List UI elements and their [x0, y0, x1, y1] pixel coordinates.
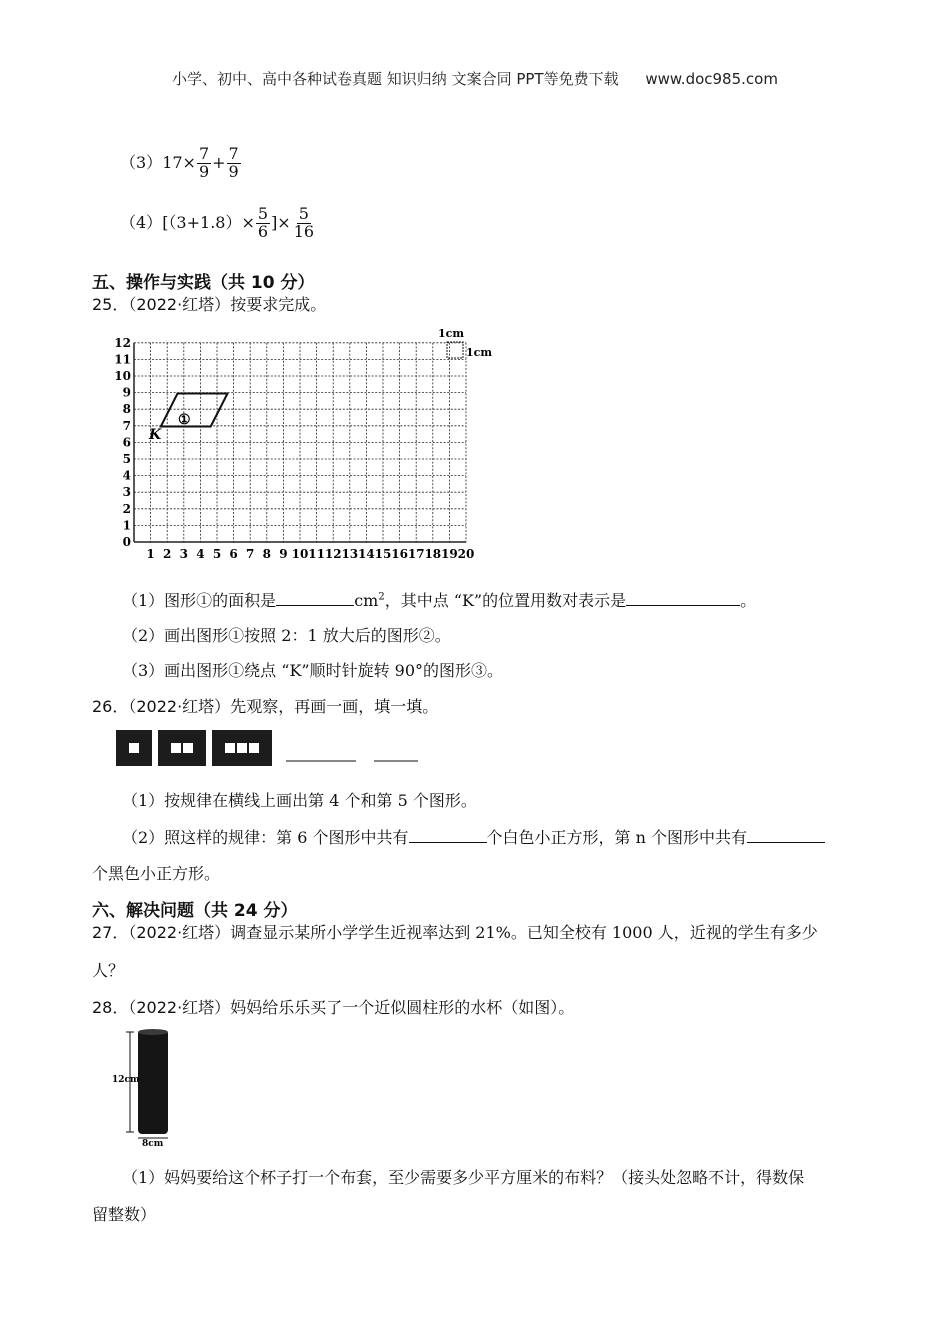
x-tick-label: 9 [279, 547, 288, 561]
y-tick-label: 9 [122, 385, 131, 400]
question-text: 妈妈给乐乐买了一个近似圆柱形的水杯（如图）。 [230, 998, 575, 1017]
q26-sub1: （1）按规律在横线上画出第 4 个和第 5 个图形。 [122, 791, 477, 810]
pattern-figure-2 [158, 730, 206, 766]
question-source: （2022·红塔） [128, 295, 231, 314]
cup-body [138, 1030, 168, 1134]
text-part: 个白色小正方形，第 n 个图形中共有 [486, 828, 748, 847]
x-tick-label: 17 [407, 547, 425, 561]
x-tick-label: 19 [441, 547, 458, 561]
question-source: （2022·红塔） [128, 697, 231, 716]
header-site: www.doc985.com [645, 70, 778, 88]
header-text: 小学、初中、高中各种试卷真题 知识归纳 文案合同 PPT等免费下载 [172, 70, 619, 88]
q25-sub1 [122, 588, 756, 611]
y-tick-label: 4 [122, 468, 131, 483]
x-tick-label: 10 [291, 547, 309, 561]
x-tick-label: 1 [146, 547, 155, 561]
y-tick-label: 8 [122, 402, 131, 417]
y-tick-label: 2 [122, 501, 131, 516]
unit-superscript: 2 [378, 591, 385, 603]
y-tick-label: 10 [114, 369, 131, 383]
q25-stem [92, 292, 326, 315]
item-label: （3） [120, 152, 163, 172]
text-part: （1）图形①的面积是 [122, 591, 277, 610]
question-number: 25． [92, 295, 129, 314]
numerator: 5 [298, 204, 309, 223]
q28-sub1-line2: 留整数） [92, 1205, 157, 1224]
question-text: 调查显示某所小学学生近视率达到 21%。已知全校有 1000 人，近视的学生有多少 [230, 923, 818, 942]
q26-sub2 [122, 825, 825, 848]
point-k-label: K [149, 427, 162, 443]
unit-text: cm [354, 591, 379, 610]
answer-blank[interactable] [626, 591, 740, 606]
question-source: （2022·红塔） [128, 923, 231, 942]
denominator: 6 [257, 221, 269, 241]
diameter-label: 8cm [142, 1139, 164, 1148]
expr-part: ]× [271, 212, 291, 232]
x-tick-label: 7 [246, 547, 255, 561]
x-tick-label: 14 [358, 547, 375, 561]
q28-sub1-line1: （1）妈妈要给这个杯子打一个布套，至少需要多少平方厘米的布料？（接头处忽略不计，得数保 [122, 1168, 805, 1187]
x-tick-label: 18 [424, 547, 442, 561]
x-axis-labels [146, 547, 474, 561]
q25-sub3: （3）画出图形①绕点 “K”顺时针旋转 90°的图形③。 [122, 661, 504, 680]
pattern-figure-3 [212, 730, 272, 766]
text-part: （2）照这样的规律：第 6 个图形中共有 [122, 828, 409, 847]
q24-item4 [120, 206, 317, 241]
question-source: （2022·红塔） [128, 998, 231, 1017]
answer-blank[interactable] [276, 591, 354, 606]
text-part: ，其中点 “K”的位置用数对表示是 [384, 591, 627, 610]
x-tick-label: 8 [262, 547, 271, 561]
section-title: 六、解决问题（共 24 分） [92, 901, 298, 921]
x-tick-label: 16 [391, 547, 408, 561]
cup-figure [112, 1026, 188, 1148]
y-tick-label: 7 [122, 418, 131, 433]
y-axis-labels [114, 336, 131, 549]
cup-top [138, 1029, 168, 1035]
denominator: 9 [228, 161, 239, 181]
numerator: 7 [198, 144, 210, 163]
x-tick-label: 4 [196, 547, 205, 561]
q26-sub2-cont: 个黑色小正方形。 [92, 864, 221, 883]
grid-lines [134, 343, 466, 542]
text-part: 。 [740, 591, 757, 610]
x-tick-label: 6 [229, 547, 238, 561]
answer-blank[interactable] [747, 828, 825, 843]
y-tick-label: 11 [114, 352, 131, 367]
q27-line2: 人？ [92, 961, 125, 980]
y-tick-label: 1 [122, 518, 131, 533]
q27-line1 [92, 920, 818, 943]
x-tick-label: 12 [324, 547, 342, 561]
coordinate-grid [112, 328, 502, 564]
item-label: （4） [120, 212, 163, 232]
section-title: 五、操作与实践（共 10 分） [92, 273, 315, 293]
y-tick-label: 0 [122, 535, 131, 549]
question-number: 26． [92, 697, 129, 716]
x-tick-label: 2 [163, 547, 172, 561]
question-text: 先观察，再画一画，填一填。 [230, 697, 439, 716]
numerator: 5 [257, 204, 269, 223]
q25-sub2: （2）画出图形①按照 2：1 放大后的图形②。 [122, 626, 451, 645]
question-number: 28． [92, 998, 129, 1017]
fraction [292, 206, 316, 241]
denominator: 9 [198, 161, 210, 181]
q28-stem [92, 995, 574, 1018]
question-number: 27． [92, 923, 129, 942]
pattern-figure-1 [116, 730, 152, 766]
x-tick-label: 3 [179, 547, 188, 561]
operator: + [212, 152, 226, 172]
fraction [197, 146, 211, 181]
height-label: 12cm [112, 1075, 140, 1085]
page-header [0, 68, 950, 89]
fraction [256, 206, 270, 241]
y-tick-label: 6 [122, 435, 131, 450]
denominator: 16 [293, 221, 315, 241]
x-tick-label: 13 [341, 547, 359, 561]
y-tick-label: 5 [122, 452, 131, 466]
x-tick-label: 11 [308, 547, 325, 561]
unit-x-label: 1cm [438, 328, 464, 340]
shape-label: ① [178, 412, 191, 428]
pattern-figures [116, 730, 426, 770]
fraction [227, 146, 241, 181]
q26-stem [92, 694, 438, 717]
expr-part: 17× [162, 152, 196, 172]
parallelogram-shape [161, 394, 228, 427]
x-tick-label: 15 [374, 547, 392, 561]
expr-part: [（3+1.8）× [162, 212, 255, 232]
question-text: 按要求完成。 [230, 295, 327, 314]
unit-y-label: 1cm [466, 346, 492, 359]
y-tick-label: 3 [122, 485, 131, 500]
numerator: 7 [228, 144, 239, 163]
q24-item3 [120, 146, 242, 181]
x-tick-label: 5 [212, 547, 222, 561]
answer-blank[interactable] [409, 828, 487, 843]
x-tick-label: 20 [457, 547, 475, 561]
y-tick-label: 12 [114, 335, 131, 350]
